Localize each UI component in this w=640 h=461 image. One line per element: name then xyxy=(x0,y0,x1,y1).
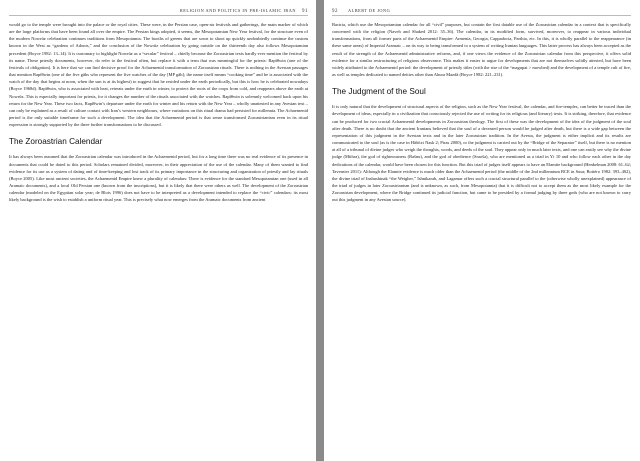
left-running-head xyxy=(9,6,308,16)
right-running-head xyxy=(332,6,631,16)
right-page-number: 92 xyxy=(332,9,338,14)
body-paragraph: It has always been assumed that the Zoroastrian calendar was introduced in the Achaemenid period, but for a long time there was no real evidence of its presence in documents that could be dated to this period. Scholars remained divided, moreover, in their appreciation of the use of the calendar. Many of them wanted to find evidence for its use as a system of dating and of time-keeping and lost track of its primary importance in the structuring and organization of priestly and lay rituals (Boyce 2005). Like most ancient societies, the Achaemenid Empire knew a plurality of calendars: There is evidence for the standard Mesopotamian one (used in all Aramaic documents), and a local Old Persian one (known from the inscriptions), but it is likely that there were others as well. The development of the Zoroastrian calendar (modeled on the Egyptian solar year; de Blois 1996) does not have to be interpreted as a development intended to replace the “civic” calendars: its most likely background is the wish to establish a uniform ritual year. This is precisely what now emerges from the Aramaic documents from ancient xyxy=(9,154,308,203)
section-heading: The Zoroastrian Calendar xyxy=(9,137,103,147)
body-paragraph: would go to the temple were brought into the palace or the royal cities. These were, in the Persian case, open-air festivals and gatherings, the main marker of which are the large platforms that have been found all over the empire. The Persian kings adopted, it seems, the Mesopotamian New Year festival, for the structure even of the modern Nowrūz celebration continues traditions from Mesopotamia. The booths of greens that are sown to shoot up quickly undoubtedly continue the custom known in the West as “gardens of Adonis,” and the conclusion of the Nowrūz celebration by going outside on the thirteenth day also follows Mesopotamian precedent (Boyce 1982: 13–14). It is customary to highlight Nowrūz as a “secular” festival – chiefly because the Zoroastrian texts hardly ever mention the festival by its name. These priestly documents, however, do refer to the festival often, but replace it with a term that was meaningful for the priests: Rapīθwin (one of the festivals of obligation). It is here that we can find decisive proof for the Achaemenid transformation of Zoroastrian rituals. There is nothing in the Avestan passages that mention Rapīθwin (one of the five gāhs who represent the five watches of the day [MP gāh]; the name itself means “cooking time” and he is associated with the watch of the day that begins at noon, when the sun is at its highest) to suggest that he resided under the earth periodically, but this is how he is celebrated nowadays (Boyce 1968d). Rapīθwin, who is associated with heat, retreats under the earth in winter, to protect the roots of the crops from cold, and reappears above the earth at Nowrūz. This is especially important for priests, for it changes the number of the rituals associated with the watches. Rapīθwin is solemnly welcomed back upon his return for the New Year. These two facts, Rapīθwin’s departure under the earth for winter and his return with the New Year – wholly unattested in any Avestan text – can only be explained as a result of culture contact with Iran’s western neighbours, where variations on this ritual drama had persisted for millennia. The Achaemenid period is the only suitable timeframe for such a development. The idea that the Achaemenid period is that sense transformed Zoroastrianism even in its ritual expression is strongly supported by the three further transformations to be discussed. xyxy=(9,22,308,128)
right-running-head-title: ALBERT DE JONG xyxy=(348,8,391,13)
section-heading: The Judgment of the Soul xyxy=(332,87,426,97)
body-paragraph: Bactria, which use the Mesopotamian calendar for all “civil” purposes, but contain the first datable use of the Zoroastrian calendar in a context that is specifically concerned with the religion (Naveh and Shaked 2012: 35–36). The calendar, in its modified form, survived, moreover, to reappear in various individual transformations, from all former parts of the Achaemenid Empire: Armenia, Georgia, Cappadocia, Parthia, etc. In this, it is wholly parallel to the reappearance (in these same areas) of Imperial Aramaic – on its way to being transformed to a system of writing Iranian languages. This latter process has always been accepted as the result of the strength of the Achaemenid administrative reforms, and, if one views the evidence of the Zoroastrian calendar from this perspective, it offers solid evidence for a similar restructuring of religious observance. This makes it easier to argue for developments that are not themselves solidly attested, but have been widely attributed to the Achaemenid period: the development of priestly titles (with the rise of the “magupat > mowbed) and the development of a temple cult of fire, as well as temples dedicated to named deities other than Ahura Mazdā (Boyce 1982: 221–231). xyxy=(332,22,631,78)
left-page-number: 91 xyxy=(302,9,308,14)
body-paragraph: It is only natural that the development of structural aspects of the religion, such as the New Year festival, the calendar, and fire-temples, can better be traced than the development of ideas, especially in a civilization that consciously rejected the use of writing for its religious (and literary) texts. It is striking, therefore, that evidence can be produced for two crucial Achaemenid developments in Zoroastrian theology. The first of these was the development of the idea of the judgment of the soul after death. There is no doubt that the ancient Iranians believed that the soul of a deceased person would be judged after death, but there is a wide gap between the representation of this judgment in the Avestan texts and in the later Zoroastrian tradition. In the Avesta, the judgment is either implicit and its results are communicated to the soul (as is the case in Hāδōxt Nask 2; Piras 2000), or the judgment is carried out by the “Bridge of the Separator” itself, but there is no mention at all of a tribunal of divine judges who weigh the thoughts, words, and deeds of the soul. They appear only in much later texts, and one can easily see why the divine judge (Mithra), the god of righteousness (Rašnu), and the god of obedience (Sraoša), who are mentioned as a triad in Yt 10 and who follow each other in the day dedications of the calendar, would have been chosen for this function. But this triad of judges itself appears to have an Elamite background (Henkelman 2008: 61–62; Tavernier 2011): Although the Elamite evidence is much older than the Achaemenid period (the middle of the 2nd millennium BCE in Susa; Bottéro 1982: 393–402), the divine triad of Inshushinak “the Weigher,” Ishnikarab, and Lagamar offers such a crucial structural parallel to the (otherwise wholly unexplained) appearance of the triad of judges in later Zoroastrianism (and is unknown, as such, from Mesopotamia) that it is difficult not to accept them as the most likely example for the Zoroastrian development, where the Bridge continued its judicial function, but came to be presided by a formal judging by three gods (who are not known to carry out this judgment in any Avestan source). xyxy=(332,104,631,203)
right-page xyxy=(324,0,640,461)
left-page xyxy=(0,0,316,461)
left-running-head-title: RELIGION AND POLITICS IN PRE-ISLAMIC IRAN xyxy=(179,8,296,13)
